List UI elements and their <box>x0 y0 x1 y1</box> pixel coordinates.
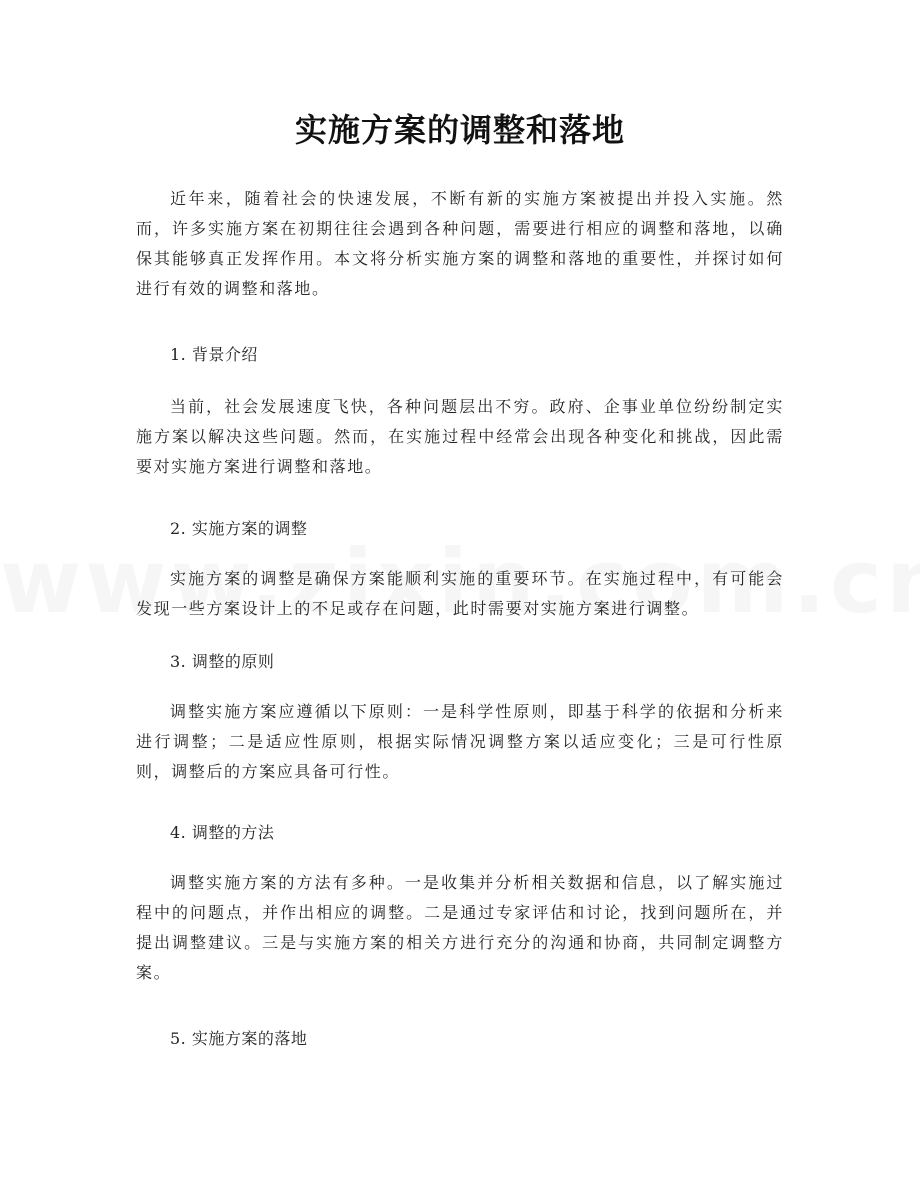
section-1-paragraph: 当前，社会发展速度飞快，各种问题层出不穷。政府、企事业单位纷纷制定实施方案以解决这些问题。然而，在实施过程中经常会出现各种变化和挑战，因此需要对实施方案进行调整和落地。 <box>136 397 784 476</box>
page-title: 实施方案的调整和落地 <box>294 111 625 149</box>
intro-paragraph: 近年来，随着社会的快速发展，不断有新的实施方案被提出并投入实施。然而，许多实施方案在初期往往会遇到各种问题，需要进行相应的调整和落地，以确保其能够真正发挥作用。本文将分析实施方案的调整和落地的重要性，并探讨如何进行有效的调整和落地。 <box>136 189 784 298</box>
section-heading-3: 3. 调整的原则 <box>170 652 275 671</box>
section-heading-2: 2. 实施方案的调整 <box>170 519 308 538</box>
section-heading-4: 4. 调整的方法 <box>170 823 275 842</box>
section-3-paragraph: 调整实施方案应遵循以下原则：一是科学性原则，即基于科学的依据和分析来进行调整；二是适应性原则，根据实际情况调整方案以适应变化；三是可行性原则，调整后的方案应具备可行性。 <box>136 702 784 781</box>
section-heading-5: 5. 实施方案的落地 <box>170 1029 308 1048</box>
section-2-paragraph: 实施方案的调整是确保方案能顺利实施的重要环节。在实施过程中，有可能会发现一些方案设计上的不足或存在问题，此时需要对实施方案进行调整。 <box>136 569 784 618</box>
section-4-paragraph: 调整实施方案的方法有多种。一是收集并分析相关数据和信息，以了解实施过程中的问题点，并作出相应的调整。二是通过专家评估和讨论，找到问题所在，并提出调整建议。三是与实施方案的相关方进行充分的沟通和协商，共同制定调整方案。 <box>136 873 784 982</box>
section-heading-1: 1. 背景介绍 <box>170 345 258 364</box>
